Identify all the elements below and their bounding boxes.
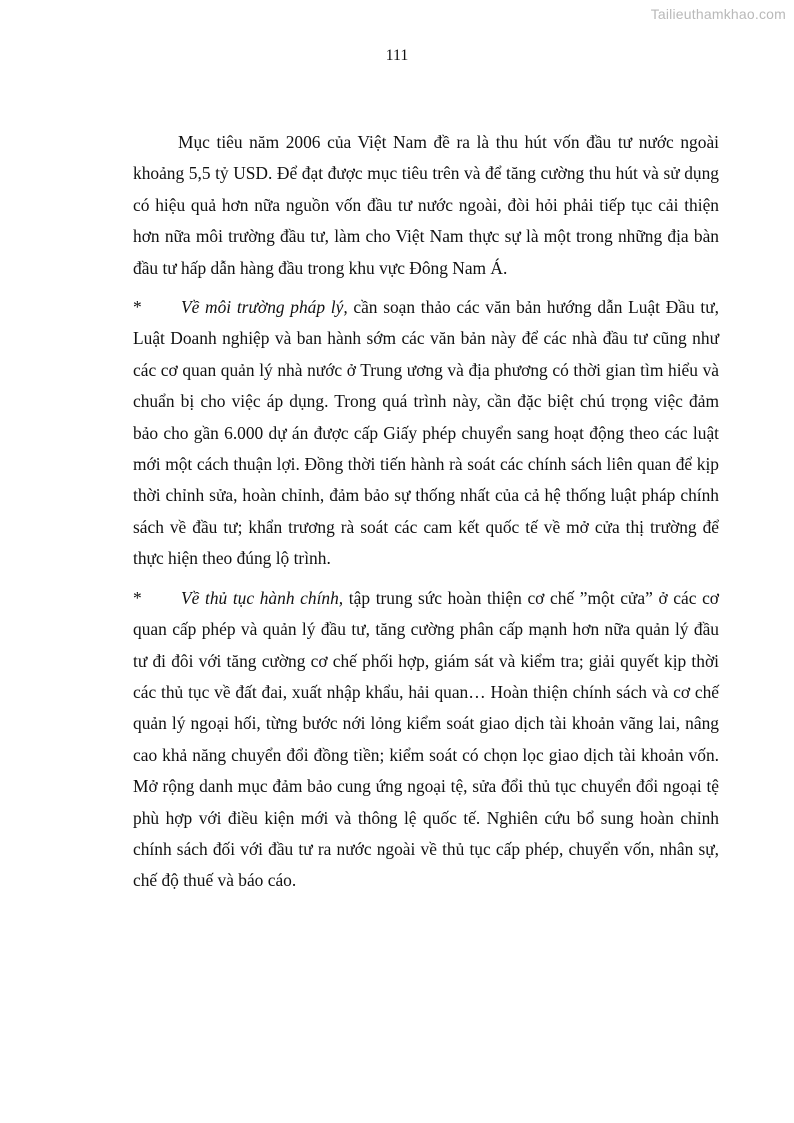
bullet-marker: * [133,587,142,608]
paragraph-intro: Mục tiêu năm 2006 của Việt Nam đề ra là thu hút vốn đầu tư nước ngoài khoảng 5,5 tỷ USD. Để đạt được mục tiêu trên và để tăng cường thu hút và sử dụng có hiệu quả hơn nữa nguồn vốn đầu tư nước ngoài, đòi hỏi phải tiếp tục cải thiện hơn nữa môi trường đầu tư, làm cho Việt Nam thực sự là một trong những địa bàn đầu tư hấp dẫn hàng đầu trong khu vực Đông Nam Á. [133,132,719,278]
paragraph-admin-text: tập trung sức hoàn thiện cơ chế ”một cửa” ở các cơ quan cấp phép và quản lý đầu tư, tăng cường phân cấp mạnh hơn nữa quản lý đầu tư đi đôi với tăng cường cơ chế phối hợp, giám sát và kiểm tra; giải quyết kịp thời các thủ tục về đất đai, xuất nhập khẩu, hải quan… Hoàn thiện chính sách và cơ chế quản lý ngoại hối, từng bước nới lỏng kiểm soát giao dịch tài khoản vãng lai, nâng cao khả năng chuyển đổi đồng tiền; kiểm soát có chọn lọc giao dịch tài khoản vốn. Mở rộng danh mục đảm bảo cung ứng ngoại tệ, sửa đổi thủ tục chuyển đổi ngoại tệ phù hợp với điều kiện mới và thông lệ quốc tế. Nghiên cứu bổ sung hoàn chỉnh chính sách đối với đầu tư ra nước ngoài về thủ tục cấp phép, chuyển vốn, nhân sự, chế độ thuế và báo cáo. [133,587,719,891]
section-heading-admin: Về thủ tục hành chính, [181,587,344,608]
paragraph-legal-text: cần soạn thảo các văn bản hướng dẫn Luật Đầu tư, Luật Doanh nghiệp và ban hành sớm các văn bản này để các nhà đầu tư cũng như các cơ quan quản lý nhà nước ở Trung ương và địa phương có thời gian tìm hiểu và chuẩn bị cho việc áp dụng. Trong quá trình này, cần đặc biệt chú trọng việc đảm bảo cho gần 6.000 dự án được cấp Giấy phép chuyển sang hoạt động theo các luật mới một cách thuận lợi. Đồng thời tiến hành rà soát các chính sách liên quan để kịp thời chỉnh sửa, hoàn chỉnh, đảm bảo sự thống nhất của cả hệ thống luật pháp chính sách về đầu tư; khẩn trương rà soát các cam kết quốc tế về mở cửa thị trường để thực hiện theo đúng lộ trình. [133,297,719,569]
section-heading-legal: Về môi trường pháp lý, [181,297,348,318]
document-body [133,127,719,897]
paragraph-administrative-procedures [133,583,719,897]
bullet-marker: * [133,297,142,318]
paragraph-legal-environment [133,292,719,575]
page-number: 111 [385,47,409,64]
watermark: Tailieuthamkhao.com [650,6,786,22]
